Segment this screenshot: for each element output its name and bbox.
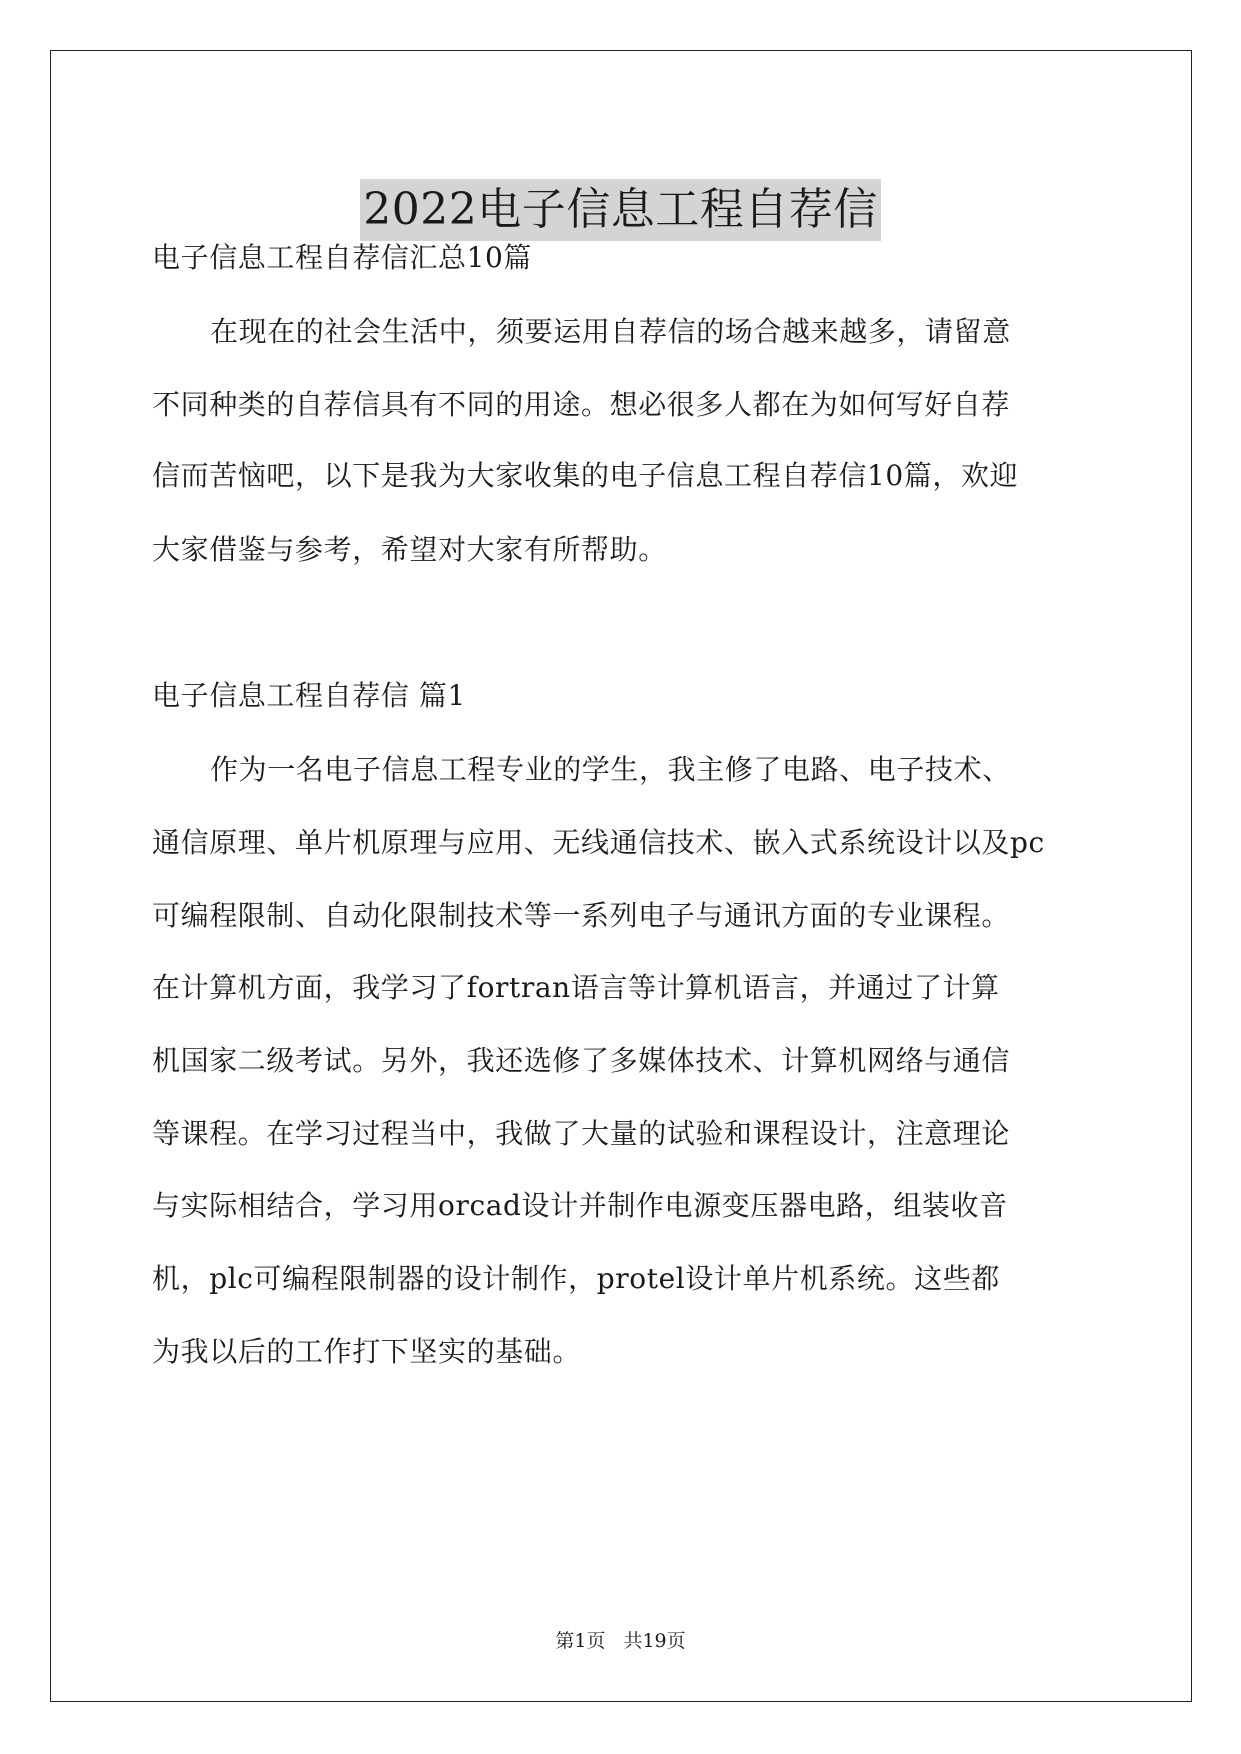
body-line: 等课程。在学习过程当中，我做了大量的试验和课程设计，注意理论 xyxy=(152,1117,1011,1150)
intro-line: 不同种类的自荐信具有不同的用途。想必很多人都在为如何写好自荐 xyxy=(152,388,1011,421)
document-subtitle: 电子信息工程自荐信汇总10篇 xyxy=(152,241,533,274)
body-line: 在计算机方面，我学习了fortran语言等计算机语言，并通过了计算 xyxy=(152,971,1000,1004)
page-border xyxy=(50,50,1192,1702)
intro-line: 信而苦恼吧，以下是我为大家收集的电子信息工程自荐信10篇，欢迎 xyxy=(152,459,1019,492)
body-line: 为我以后的工作打下坚实的基础。 xyxy=(152,1335,582,1368)
intro-line: 大家借鉴与参考，希望对大家有所帮助。 xyxy=(152,533,667,566)
body-line: 可编程限制、自动化限制技术等一系列电子与通讯方面的专业课程。 xyxy=(152,899,1011,932)
body-line: 机国家二级考试。另外，我还选修了多媒体技术、计算机网络与通信 xyxy=(152,1044,1011,1077)
body-line: 与实际相结合，学习用orcad设计并制作电源变压器电路，组装收音 xyxy=(152,1189,1008,1222)
document-title: 2022电子信息工程自荐信 xyxy=(360,179,880,241)
page-footer xyxy=(0,1628,1241,1654)
current-page-number: 第1页 xyxy=(555,1630,606,1652)
body-line: 作为一名电子信息工程专业的学生，我主修了电路、电子技术、 xyxy=(210,753,1011,786)
section-heading: 电子信息工程自荐信 篇1 xyxy=(152,679,466,712)
body-line: 通信原理、单片机原理与应用、无线通信技术、嵌入式系统设计以及pc xyxy=(152,826,1045,859)
total-page-count: 共19页 xyxy=(623,1630,686,1652)
intro-line: 在现在的社会生活中，须要运用自荐信的场合越来越多，请留意 xyxy=(210,315,1011,348)
body-line: 机，plc可编程限制器的设计制作，protel设计单片机系统。这些都 xyxy=(152,1262,1000,1295)
